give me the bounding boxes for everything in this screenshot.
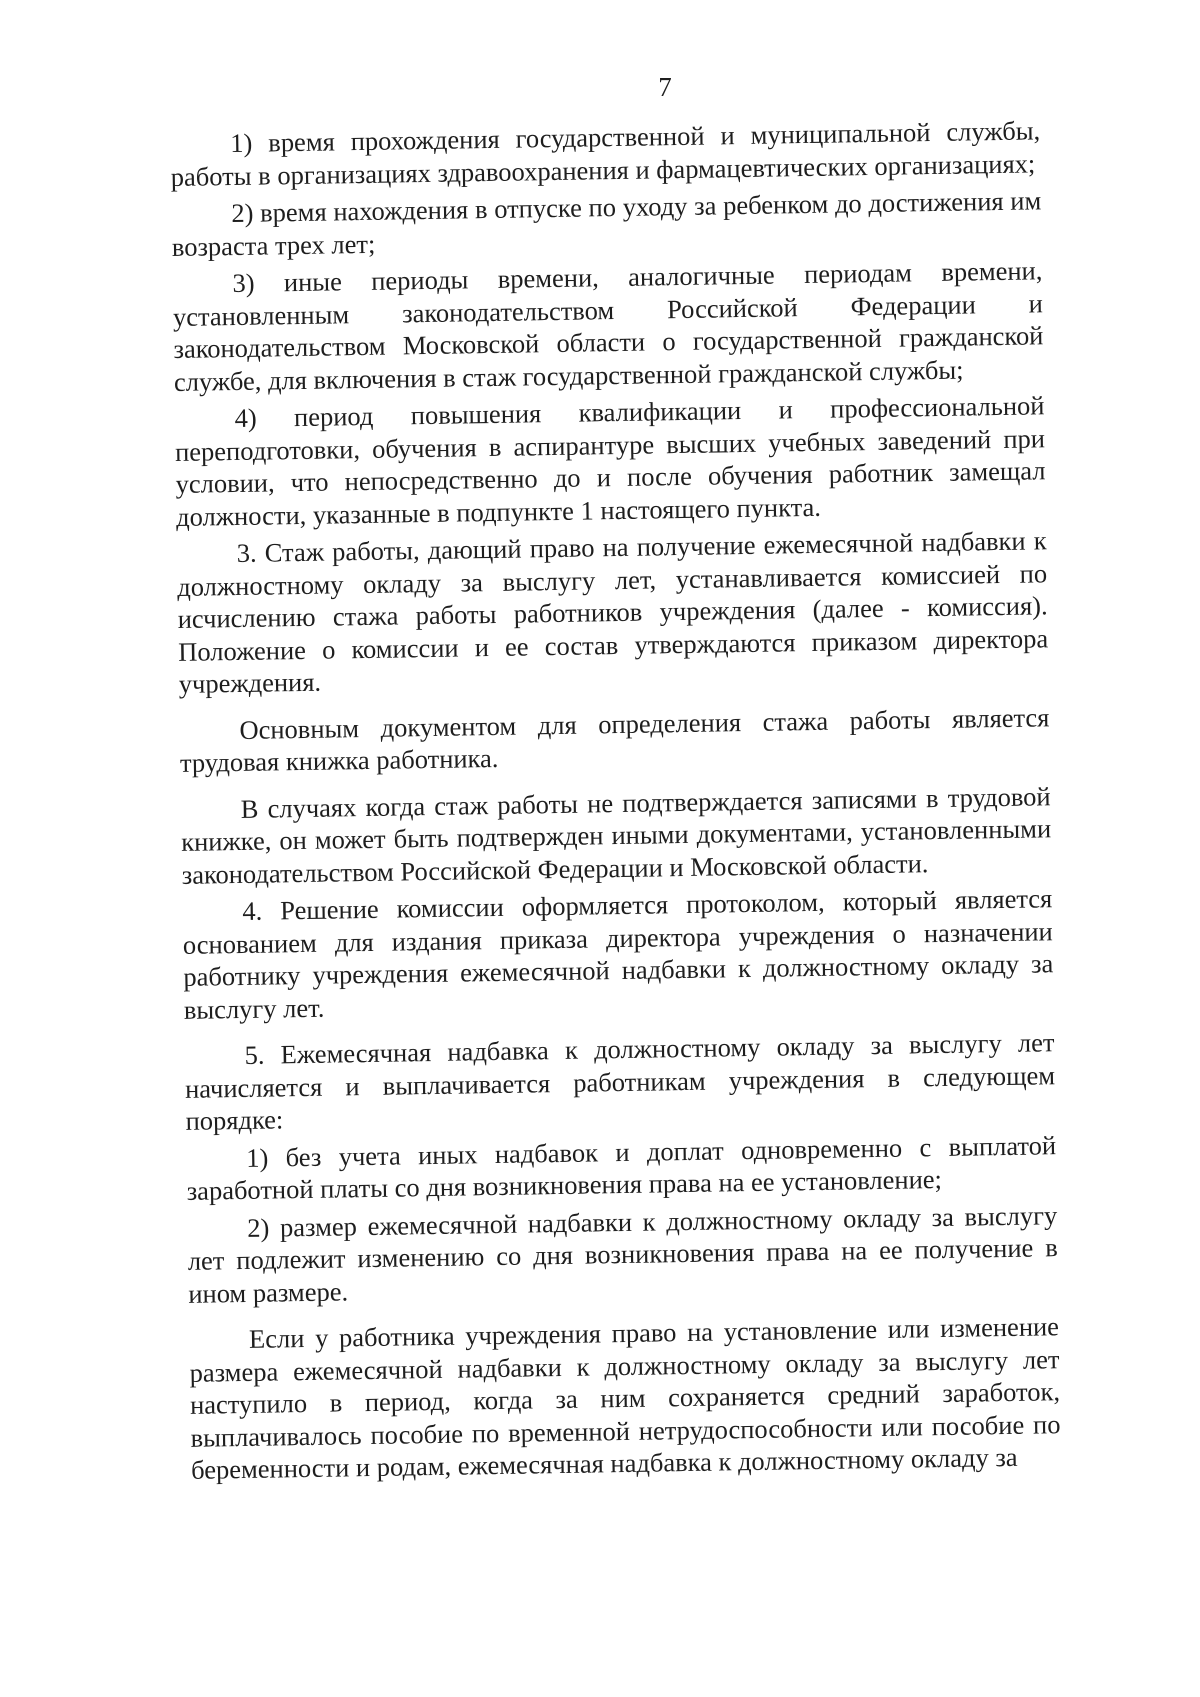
paragraph-other-documents: В случаях когда стаж работы не подтверждается записями в трудовой книжке, он может быть подтвержден иными документами, установленными законодательством Российской Федерации и Московской области. [180,780,1052,890]
paragraph-item-1: 1) время прохождения государственной и муниципальной службы, работы в организациях здравоохранения и фармацевтических организациях; [170,115,1041,192]
document-body [170,114,1061,1491]
paragraph-item-5-2: 2) размер ежемесячной надбавки к должностному окладу за выслугу лет подлежит изменению со дня возникновения права на ее получение в ином размере. [187,1199,1058,1309]
paragraph-special-case: Если у работника учреждения право на установление или изменение размера ежемесячной надбавки к должностному окладу за выслугу лет наступило в период, когда за ним сохраняется средний заработок, выплачивалось пособие по временной нетрудоспособности или пособие по беременности и родам, ежемесячная надбавка к должностному окладу за [189,1311,1061,1485]
paragraph-item-2: 2) время нахождения в отпуске по уходу за ребенком до достижения им возраста трех лет; [171,185,1042,262]
paragraph-main-document: Основным документом для определения стажа работы является трудовая книжка работника. [179,701,1050,778]
paragraph-item-3: 3) иные периоды времени, аналогичные периодам времени, установленным законодательством Российской Федерации и законодательством Московской области о государственной гражданской службе, для включения в стаж государственной гражданской службы; [172,255,1044,397]
paragraph-clause-3: 3. Стаж работы, дающий право на получение ежемесячной надбавки к должностному окладу за выслугу лет, устанавливается комиссией по исчислению стажа работы работников учреждения (далее - комиссия). Положение о комиссии и ее состав утверждаются приказом директора учреждения. [176,525,1049,699]
paragraph-item-4: 4) период повышения квалификации и профессиональной переподготовки, обучения в аспирантуре высших учебных заведений при условии, что непосредственно до и после обучения работник замещал должности, указанные в подпункте 1 настоящего пункта. [174,390,1046,532]
paragraph-clause-5: 5. Ежемесячная надбавка к должностному окладу за выслугу лет начисляется и выплачивается работникам учреждения в следующем порядке: [184,1027,1056,1136]
page-number: 7 [658,72,672,102]
paragraph-clause-4: 4. Решение комиссии оформляется протоколом, который является основанием для издания приказа директора учреждения о назначении работнику учреждения ежемесячной надбавки к должностному окладу за выслугу лет. [182,883,1054,1025]
paragraph-item-5-1: 1) без учета иных надбавок и доплат одновременно с выплатой заработной платы со дня возникновения права на ее установление; [186,1129,1057,1206]
